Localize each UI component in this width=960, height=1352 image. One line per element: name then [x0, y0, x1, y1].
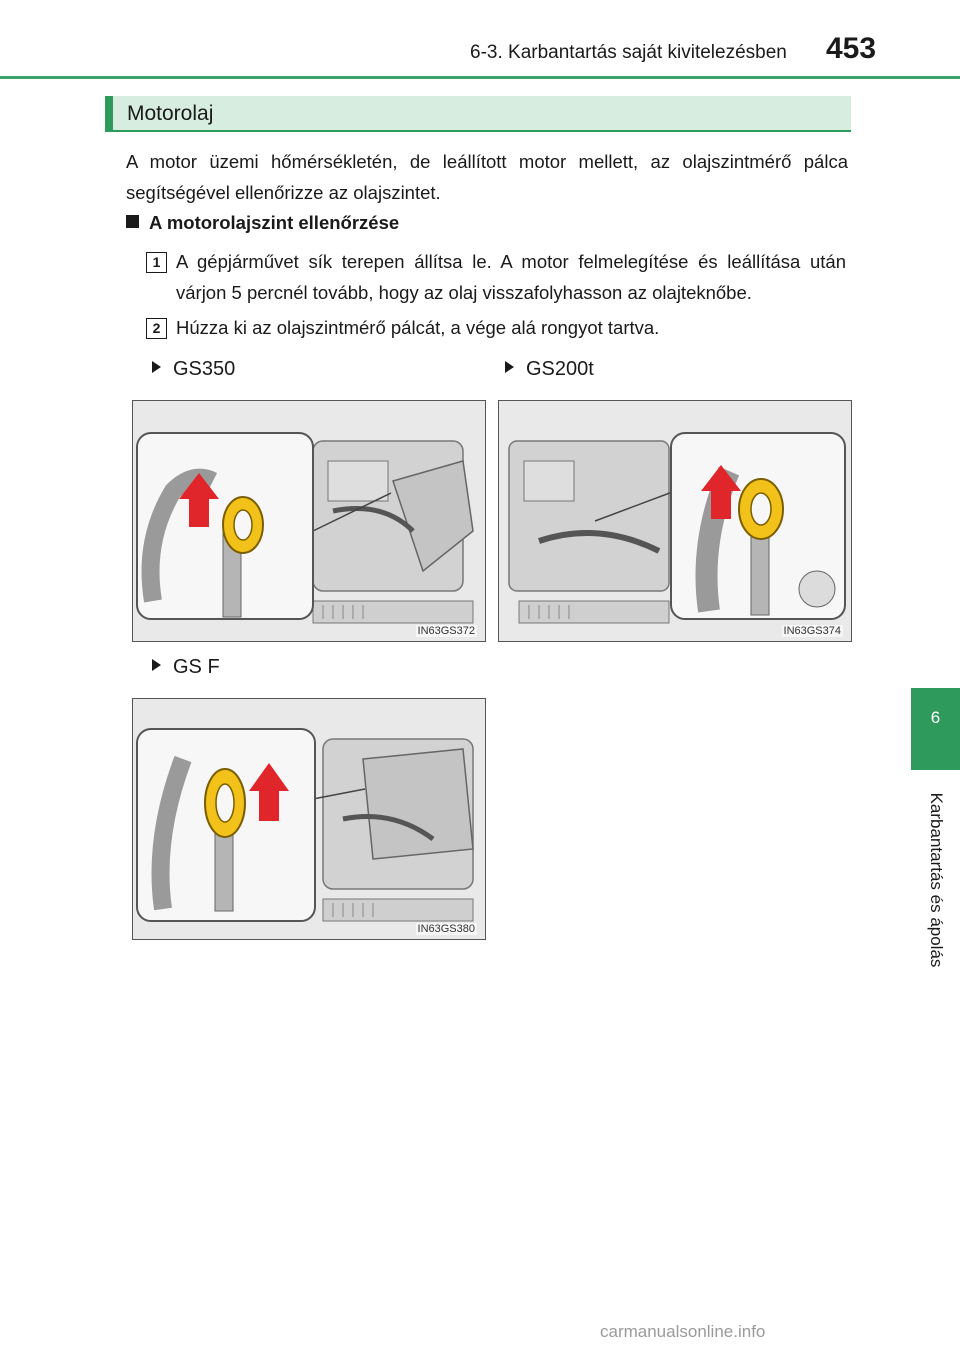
- subsection-heading: [126, 212, 399, 234]
- intro-paragraph: A motor üzemi hőmérsékletén, de leállított motor mellett, az olajszintmérő pálca segítségével ellenőrizze az olajszintet.: [126, 151, 848, 203]
- chapter-tab[interactable]: [911, 688, 960, 770]
- chapter-number: 6: [930, 708, 941, 727]
- engine-illustration: [133, 699, 486, 940]
- step-text-2: Húzza ki az olajszintmérő pálcát, a vége alá rongyot tartva.: [176, 317, 660, 338]
- running-header-title: 6-3. Karbantartás saját kivitelezésben: [470, 42, 787, 63]
- header-rule: [0, 76, 960, 79]
- figure-gsf-engine: [132, 698, 486, 940]
- subsection-title: A motorolajszint ellenőrzése: [149, 212, 400, 233]
- chapter-label: Karbantartás és ápolás: [927, 792, 946, 968]
- watermark: carmanualsonline.info: [600, 1322, 766, 1341]
- model-label-gs200t: GS200t: [505, 358, 594, 381]
- figure-code: IN63GS372: [417, 625, 475, 637]
- figure-gs350-engine: [132, 400, 486, 642]
- section-heading-bar: [105, 96, 851, 132]
- step-number-2: 2: [146, 318, 167, 339]
- model-label-gs350: GS350: [152, 358, 235, 381]
- step-text-1: A gépjárművet sík terepen állítsa le. A motor felmelegítése és leállítása után várjon 5 percnél tovább, hogy az olaj visszafolyhasson az olajteknőbe.: [176, 251, 846, 303]
- page-number: 453: [826, 32, 877, 65]
- figure-code: IN63GS380: [417, 923, 475, 935]
- figure-gs200t-engine: [498, 400, 852, 642]
- step-number-1: 1: [146, 252, 167, 273]
- triangle-bullet-icon: [152, 361, 161, 373]
- figure-code: IN63GS374: [783, 625, 841, 637]
- triangle-bullet-icon: [152, 659, 161, 671]
- engine-illustration: [499, 401, 852, 642]
- model-label-gsf: GS F: [152, 656, 220, 679]
- engine-illustration: [133, 401, 486, 642]
- square-bullet-icon: [126, 215, 139, 228]
- section-title: Motorolaj: [127, 102, 214, 125]
- triangle-bullet-icon: [505, 361, 514, 373]
